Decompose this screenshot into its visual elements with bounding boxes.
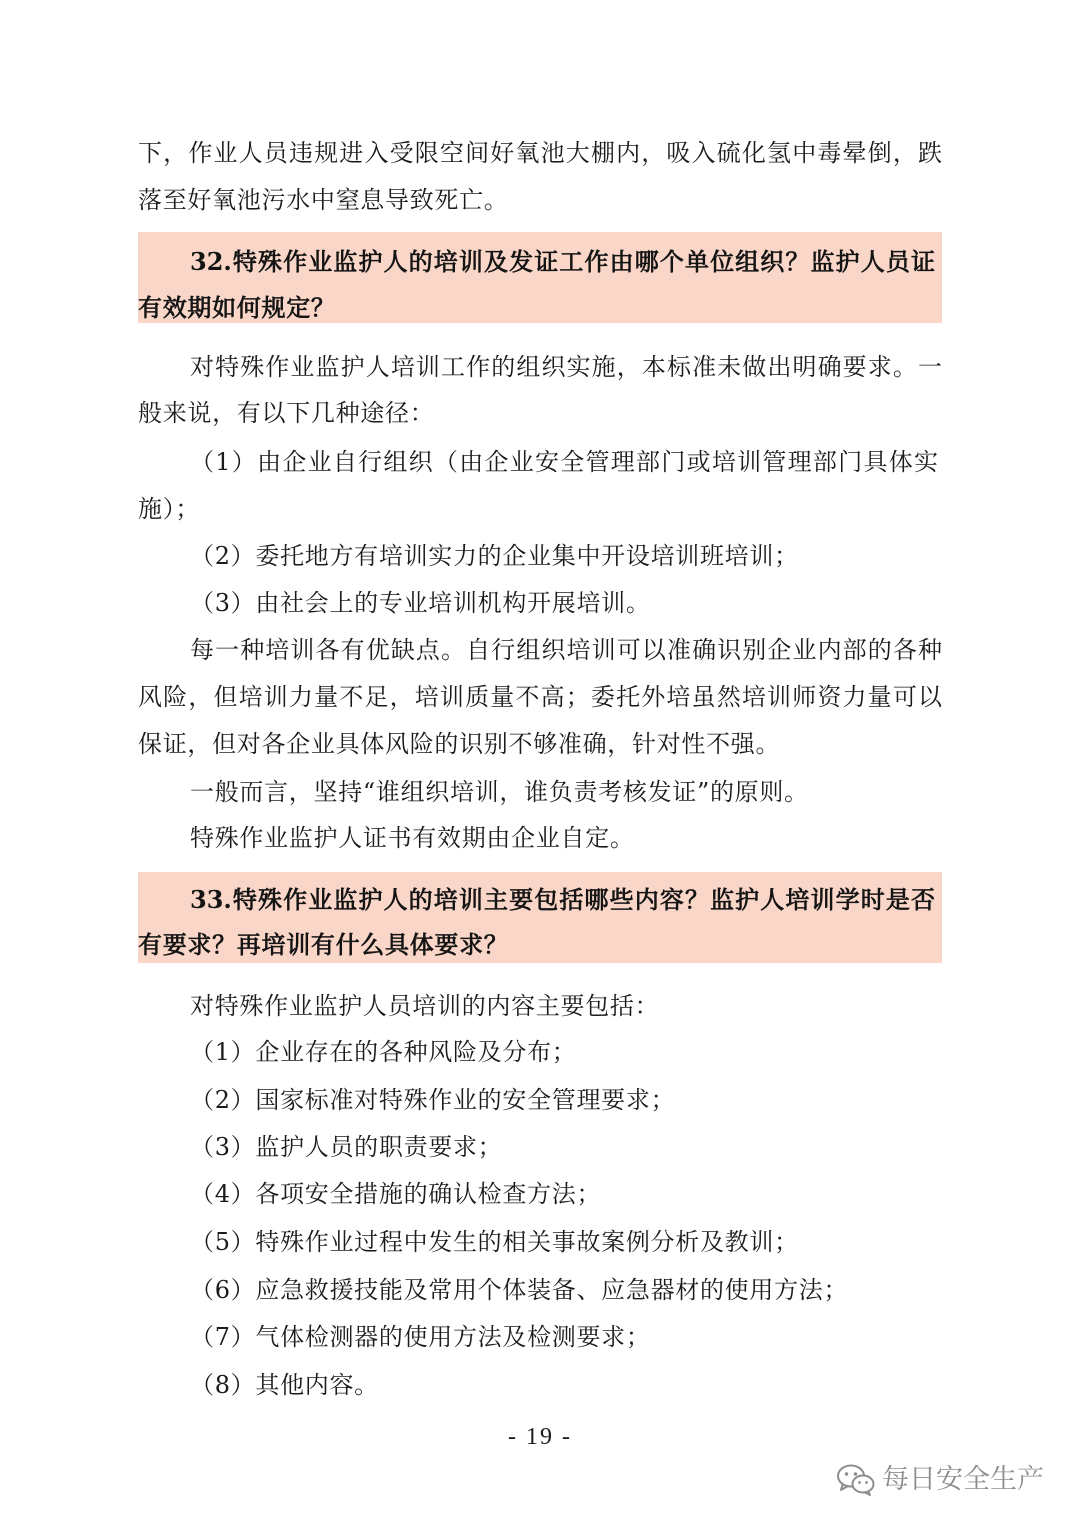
list-item: （5）特殊作业过程中发生的相关事故案例分析及教训； — [190, 1228, 799, 1256]
list-item: （8）其他内容。 — [190, 1371, 379, 1399]
list-item: （3）监护人员的职责要求； — [190, 1133, 503, 1161]
paragraph-line: 保证，但对各企业具体风险的识别不够准确，针对性不强。 — [138, 730, 781, 758]
list-item: （2）委托地方有培训实力的企业集中开设培训班培训； — [190, 542, 799, 570]
list-item: （2）国家标准对特殊作业的安全管理要求； — [190, 1086, 676, 1114]
question-33-heading-line: 33.特殊作业监护人的培训主要包括哪些内容？监护人培训学时是否 — [190, 885, 935, 914]
page-number: - 19 - — [508, 1424, 572, 1450]
paragraph-line: 般来说，有以下几种途径： — [138, 399, 435, 427]
list-item: （6）应急救援技能及常用个体装备、应急器材的使用方法； — [190, 1276, 849, 1304]
answer-32-validity: 特殊作业监护人证书有效期由企业自定。 — [190, 824, 635, 852]
list-item-continuation: 施）； — [138, 495, 201, 523]
answer-33-intro: 对特殊作业监护人员培训的内容主要包括： — [190, 992, 660, 1020]
list-item: （7）气体检测器的使用方法及检测要求； — [190, 1323, 651, 1351]
question-33-heading-line: 有要求？再培训有什么具体要求？ — [138, 930, 509, 959]
list-item: （4）各项安全措施的确认检查方法； — [190, 1180, 602, 1208]
answer-32-principle: 一般而言，坚持“谁组织培训，谁负责考核发证”的原则。 — [190, 778, 809, 806]
list-item: （1）由企业自行组织（由企业安全管理部门或培训管理部门具体实 — [190, 448, 938, 476]
intro-line: 下，作业人员违规进入受限空间好氧池大棚内，吸入硫化氢中毒晕倒，跌 — [138, 139, 942, 167]
intro-line: 落至好氧池污水中窒息导致死亡。 — [138, 186, 509, 214]
paragraph-line: 对特殊作业监护人培训工作的组织实施，本标准未做出明确要求。一 — [190, 353, 942, 381]
paragraph-line: 每一种培训各有优缺点。自行组织培训可以准确识别企业内部的各种 — [190, 636, 942, 664]
question-32-heading-line: 32.特殊作业监护人的培训及发证工作由哪个单位组织？监护人员证 — [190, 247, 935, 276]
list-item: （1）企业存在的各种风险及分布； — [190, 1038, 577, 1066]
wechat-icon — [836, 1463, 876, 1497]
question-32-heading-line: 有效期如何规定？ — [138, 293, 336, 322]
paragraph-line: 风险，但培训力量不足，培训质量不高；委托外培虽然培训师资力量可以 — [138, 683, 942, 711]
watermark-text: 每日安全生产 — [882, 1464, 1044, 1495]
list-item: （3）由社会上的专业培训机构开展培训。 — [190, 589, 651, 617]
